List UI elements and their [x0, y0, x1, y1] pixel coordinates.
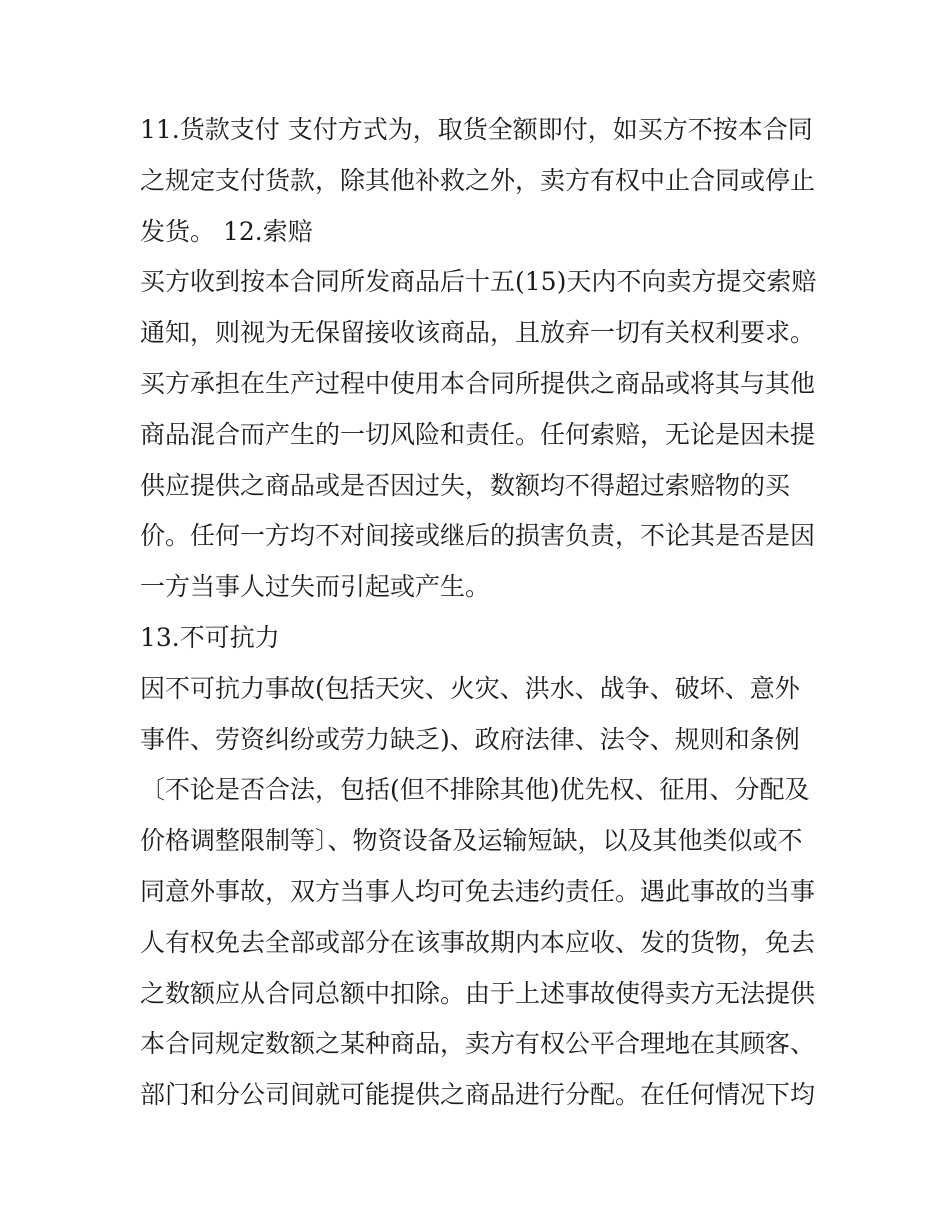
text-line: 〔不论是否合法，包括(但不排除其他)优先权、征用、分配及 [140, 775, 810, 805]
text-line: 商品混合而产生的一切风险和责任。任何索赔，无论是因未提 [140, 419, 816, 449]
text-line: 因不可抗力事故(包括天灾、火灾、洪水、战争、破坏、意外 [140, 673, 800, 703]
text-line: 一方当事人过失而引起或产生。 [140, 572, 491, 602]
text-line: 供应提供之商品或是否因过失，数额均不得超过索赔物的买 [140, 470, 791, 500]
text-line: 事件、劳资纠纷或劳力缺乏)、政府法律、法令、规则和条例 [140, 724, 800, 754]
text-line: 人有权免去全部或部分在该事故期内本应收、发的货物，免去 [140, 927, 816, 957]
text-line: 价格调整限制等〕、物资设备及运输短缺，以及其他类似或不 [140, 826, 803, 856]
text-line: 部门和分公司间就可能提供之商品进行分配。在任何情况下均 [140, 1080, 816, 1110]
text-line: 买方承担在生产过程中使用本合同所提供之商品或将其与其他 [140, 368, 816, 398]
text-line: 同意外事故，双方当事人均可免去违约责任。遇此事故的当事 [140, 876, 816, 906]
text-line: 通知，则视为无保留接收该商品，且放弃一切有关权利要求。 [140, 318, 816, 348]
text-line: 本合同规定数额之某种商品，卖方有权公平合理地在其顾客、 [140, 1029, 816, 1059]
text-line: 买方收到按本合同所发商品后十五(15)天内不向卖方提交索赔 [140, 267, 817, 297]
text-line: 之数额应从合同总额中扣除。由于上述事故使得卖方无法提供 [140, 978, 816, 1008]
text-line: 11.货款支付 支付方式为，取货全额即付，如买方不按本合同 [140, 115, 813, 144]
text-line: 发货。 12.索赔 [140, 216, 313, 246]
text-line: 价。任何一方均不对间接或继后的损害负责，不论其是否是因 [140, 521, 816, 551]
text-line: 之规定支付货款，除其他补救之外，卖方有权中止合同或停止 [140, 165, 816, 195]
contract-text [140, 105, 830, 1121]
text-line: 13.不可抗力 [140, 622, 280, 652]
